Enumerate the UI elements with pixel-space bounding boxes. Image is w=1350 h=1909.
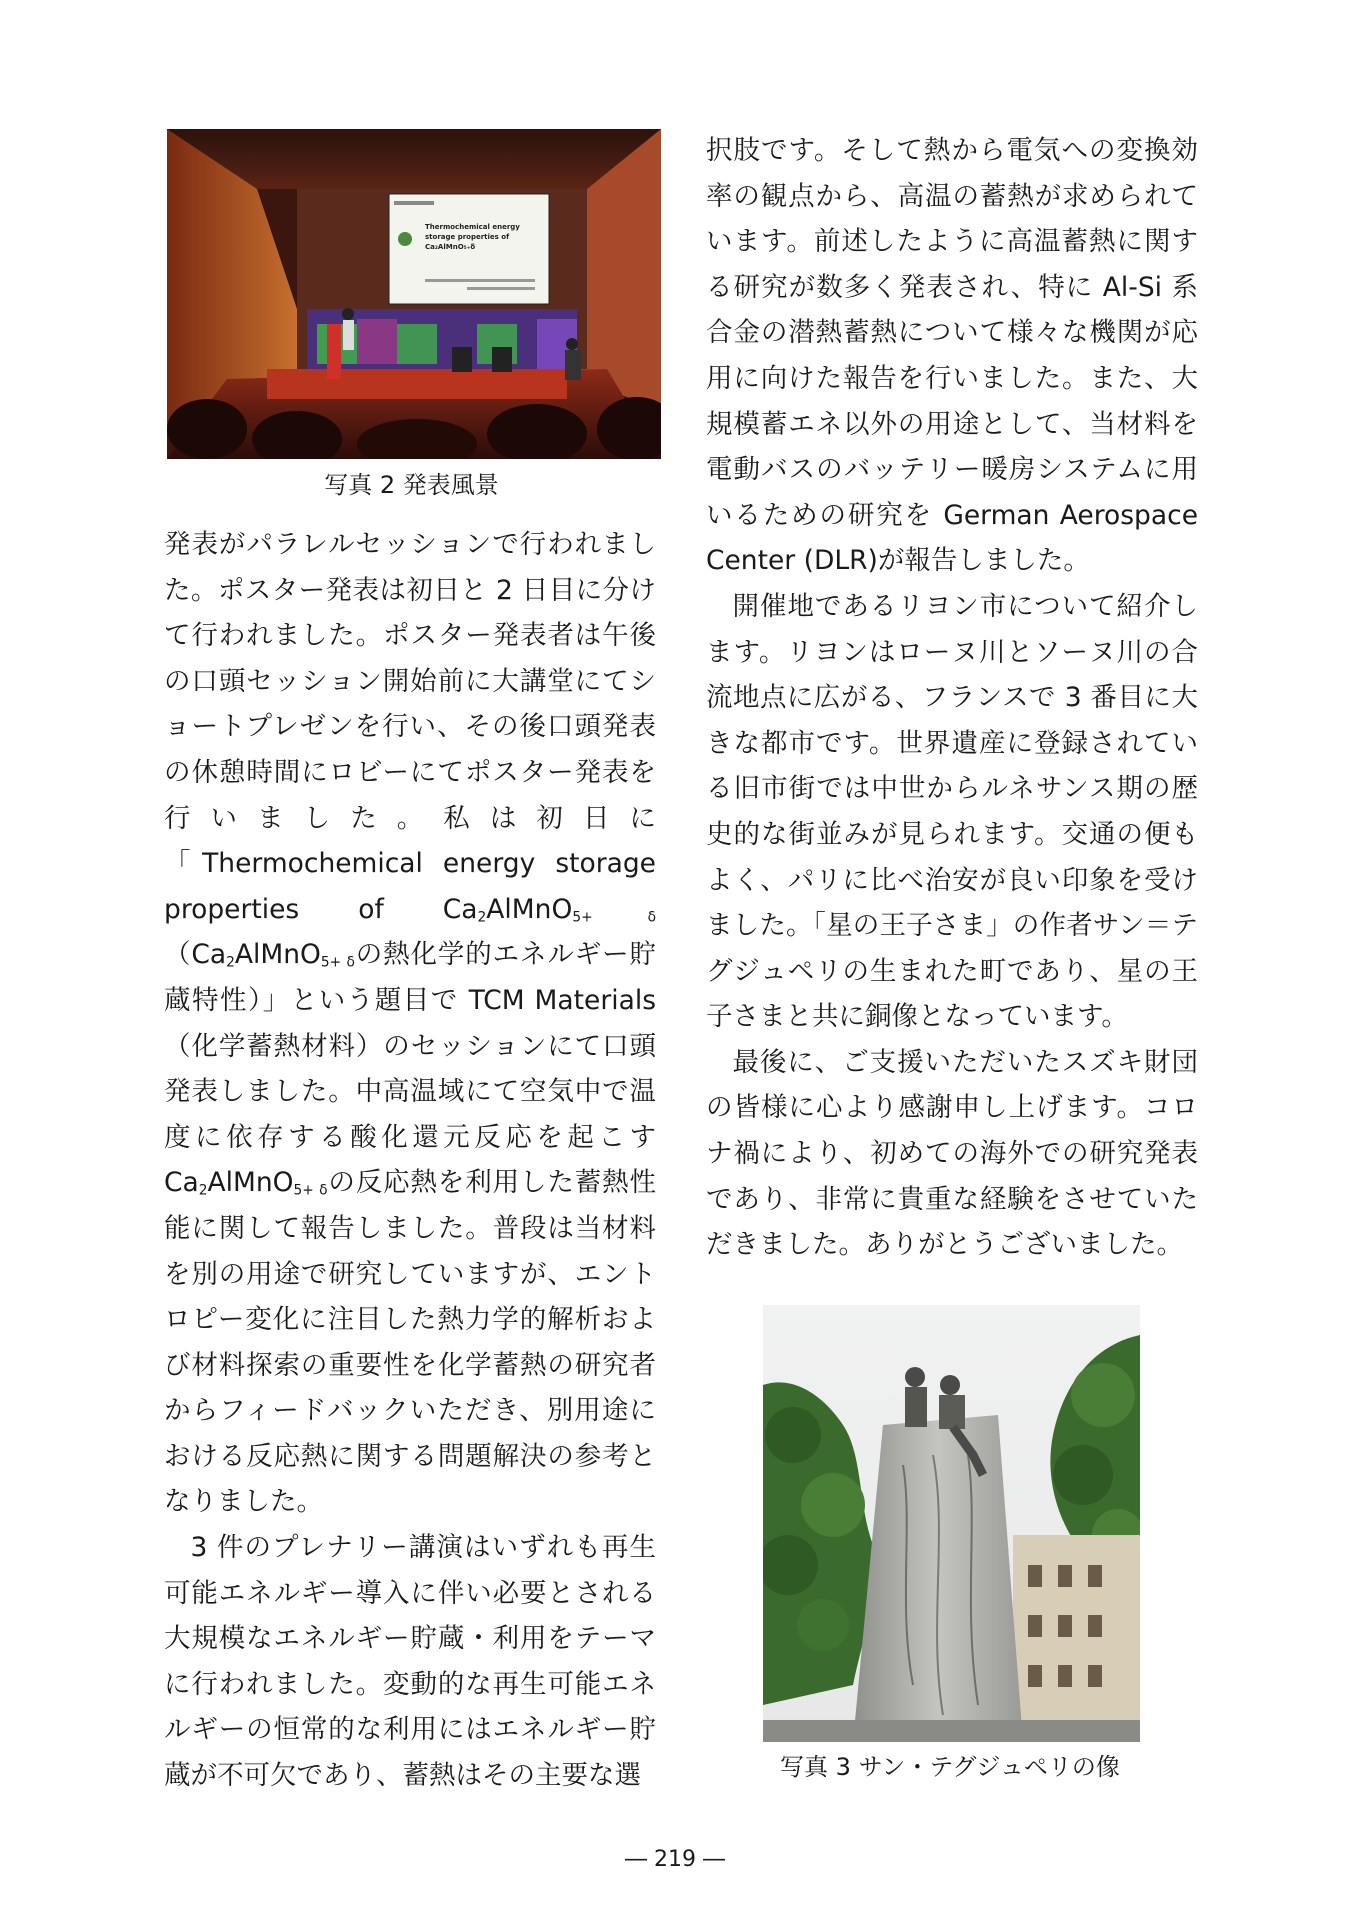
text-run: AlMnO: [486, 893, 573, 925]
text-run: 発表がパラレルセッションで行われました。ポスター発表は初日と 2 日目に分けて行われました。ポスター発表者は午後の口頭セッション開始前に大講堂にてショートプレゼンを行い、その後口頭発表の休憩時間にロビーにてポスター発表を行いました。私は初日に「Thermochemical energy storage properties of Ca: [164, 529, 656, 925]
text-run: の反応熱を利用した蓄熱性能に関して報告しました。普段は当材料を別の用途で研究していますが、エントロピー変化に注目した熱力学的解析および材料探索の重要性を化学蓄熱の研究者からフィードバックいただき、別用途における反応熱に関する問題解決の参考となりました。: [164, 1167, 656, 1518]
left-column: [164, 128, 656, 1799]
text-run: AlMnO: [207, 1167, 294, 1199]
right-paragraph-3: 最後に、ご支援いただいたスズキ財団の皆様に心より感謝申し上げます。コロナ禍により、初めての海外での研究発表であり、非常に貴重な経験をさせていただきました。ありがとうございました。: [706, 1046, 1198, 1261]
photo-saint-exupery-statue: [763, 1305, 1140, 1742]
right-paragraph-2: 開催地であるリヨン市について紹介します。リヨンはローヌ川とソーヌ川の合流地点に広がる、フランスで 3 番目に大きな都市です。世界遺産に登録されている旧市街では中世からルネサンス期の歴史的な街並みが見られます。交通の便もよく、パリに比べ治安が良い印象を受けました。「星の王子さま」の作者サン＝テグジュペリの生まれた町であり、星の王子さまと共に銅像となっています。: [706, 590, 1198, 1033]
slide-title-line2: storage properties of: [425, 233, 510, 241]
left-paragraph-2: 3 件のプレナリー講演はいずれも再生可能エネルギー導入に伴い必要とされる大規模なエネルギー貯蔵・利用をテーマに行われました。変動的な再生可能エネルギーの恒常的な利用にはエネルギー貯蔵が不可欠であり、蓄熱はその主要な選: [164, 1532, 656, 1792]
subscript: 2: [226, 954, 235, 971]
right-column: [706, 128, 1198, 1268]
right-paragraph-1: 択肢です。そして熱から電気への変換効率の観点から、高温の蓄熱が求められています。前述したように高温蓄熱に関する研究が数多く発表され、特に Al-Si 系合金の潜熱蓄熱について様々な機関が応用に向けた報告を行いました。また、大規模蓄エネ以外の用途として、当材料を電動バスのバッテリー暖房システムに用いるための研究を German Aerospace Center (DLR)が報告しました。: [706, 135, 1198, 577]
text-run: （Ca: [164, 939, 227, 971]
slide-title-line1: Thermochemical energy: [425, 223, 520, 231]
subscript: 2: [477, 909, 487, 926]
subscript: 5+ δ: [572, 909, 656, 926]
text-run: AlMnO: [234, 939, 321, 971]
text-run: の熱化学的エネルギー貯蔵特性）」という題目で TCM Materials（化学蓄熱材料）のセッションにて口頭発表しました。中高温域にて空気中で温度に依存する酸化還元反応を起こす Ca: [164, 939, 656, 1199]
subscript: 5+ δ: [293, 1182, 328, 1199]
slide-title-line3: Ca₂AlMnO₅₊δ: [425, 243, 476, 251]
subscript: 2: [198, 1182, 208, 1199]
page-number: ― 219 ―: [625, 1847, 725, 1872]
figure2-caption: 写真 2 発表風景: [324, 471, 499, 499]
figure3-caption: 写真 3 サン・テグジュペリの像: [780, 1753, 1120, 1781]
left-paragraph-1: [164, 522, 656, 1525]
subscript: 5+ δ: [320, 954, 355, 971]
